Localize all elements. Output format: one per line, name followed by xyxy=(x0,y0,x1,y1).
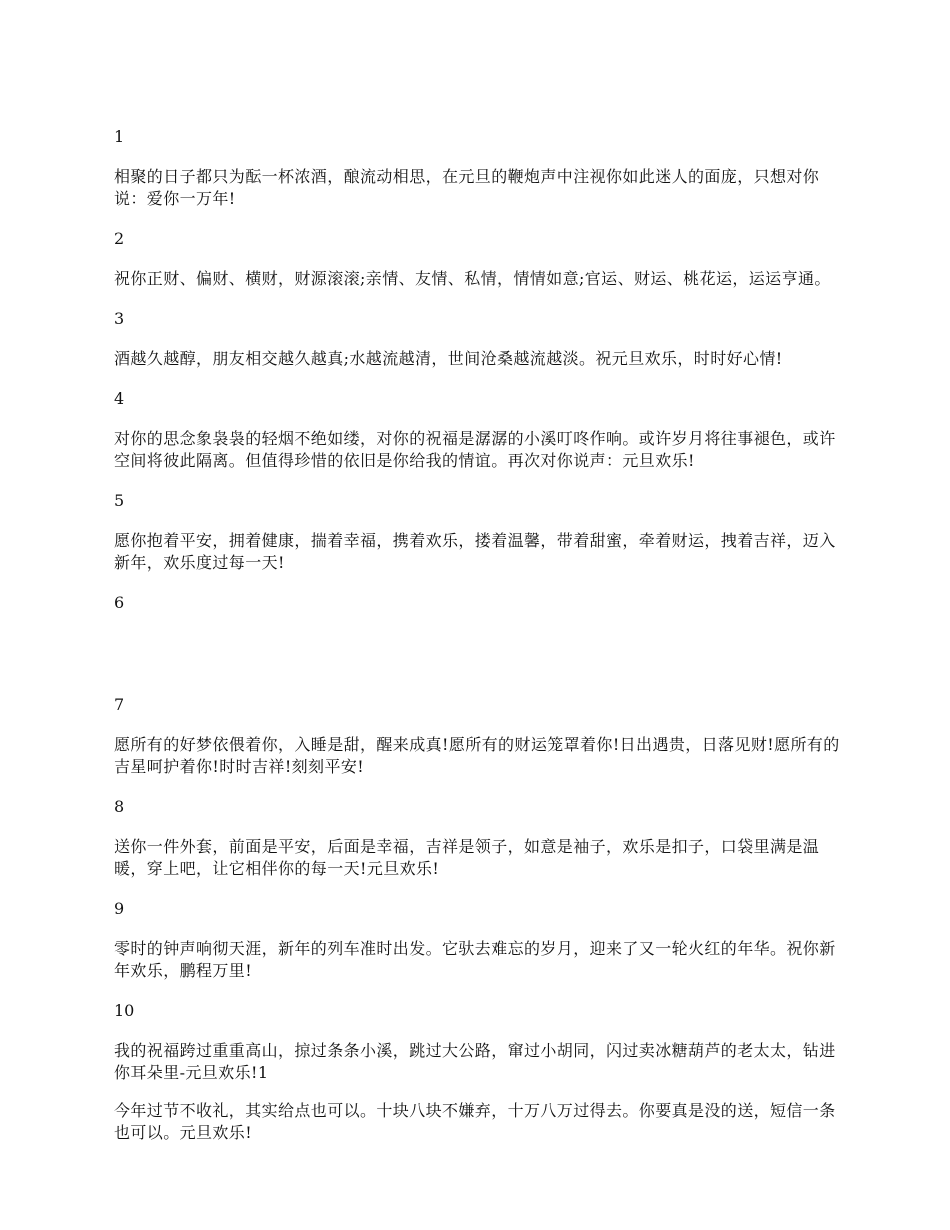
entry-number: 10 xyxy=(114,1001,135,1020)
entry-1 xyxy=(114,124,844,210)
entry-text: 愿所有的好梦依偎着你，入睡是甜，醒来成真!愿所有的财运笼罩着你!日出遇贵，日落见财!愿所有的吉星呵护着你!时时吉祥!刻刻平安! xyxy=(114,735,840,776)
entry-text xyxy=(114,632,844,676)
entry-number: 4 xyxy=(114,389,125,408)
entry-number: 5 xyxy=(114,491,125,510)
entry-number: 2 xyxy=(114,229,125,248)
entry-9 xyxy=(114,896,844,982)
entry-2 xyxy=(114,226,844,290)
entry-number: 9 xyxy=(114,899,125,918)
entry-text: 相聚的日子都只为酝一杯浓酒，酿流动相思，在元旦的鞭炮声中注视你如此迷人的面庞，只想对你说：爱你一万年! xyxy=(114,167,820,208)
entry-number: 1 xyxy=(114,127,125,146)
entry-text: 酒越久越醇，朋友相交越久越真;水越流越清，世间沧桑越流越淡。祝元旦欢乐，时时好心情! xyxy=(114,349,783,368)
entry-text: 祝你正财、偏财、横财，财源滚滚;亲情、友情、私情，情情如意;官运、财运、桃花运，运运亨通。 xyxy=(114,269,831,288)
entry-number: 8 xyxy=(114,797,125,816)
entry-3 xyxy=(114,306,844,370)
entry-7 xyxy=(114,692,844,778)
entry-number: 7 xyxy=(114,695,125,714)
entry-text: 我的祝福跨过重重高山，掠过条条小溪，跳过大公路，窜过小胡同，闪过卖冰糖葫芦的老太太，钻进你耳朵里-元旦欢乐!1 xyxy=(114,1041,836,1082)
entry-10 xyxy=(114,998,844,1084)
entry-text: 愿你抱着平安，拥着健康，揣着幸福，携着欢乐，搂着温馨，带着甜蜜，牵着财运，拽着吉祥，迈入新年，欢乐度过每一天! xyxy=(114,531,836,572)
entry-number: 6 xyxy=(114,593,125,612)
entry-8 xyxy=(114,794,844,880)
entry-6 xyxy=(114,590,844,676)
closing-paragraph: 今年过节不收礼，其实给点也可以。十块八块不嫌弃，十万八万过得去。你要真是没的送，短信一条也可以。元旦欢乐! xyxy=(114,1101,836,1142)
entry-number: 3 xyxy=(114,309,125,328)
entry-4 xyxy=(114,386,844,472)
entry-text: 送你一件外套，前面是平安，后面是幸福，吉祥是领子，如意是袖子，欢乐是扣子，口袋里满是温暖，穿上吧，让它相伴你的每一天!元旦欢乐! xyxy=(114,837,820,878)
document-page xyxy=(114,124,844,1144)
entry-5 xyxy=(114,488,844,574)
entry-text: 零时的钟声响彻天涯，新年的列车准时出发。它驮去难忘的岁月，迎来了又一轮火红的年华。祝你新年欢乐，鹏程万里! xyxy=(114,939,836,980)
entry-text: 对你的思念象袅袅的轻烟不绝如缕，对你的祝福是潺潺的小溪叮咚作响。或许岁月将往事褪色，或许空间将彼此隔离。但值得珍惜的依旧是你给我的情谊。再次对你说声：元旦欢乐! xyxy=(114,429,836,470)
